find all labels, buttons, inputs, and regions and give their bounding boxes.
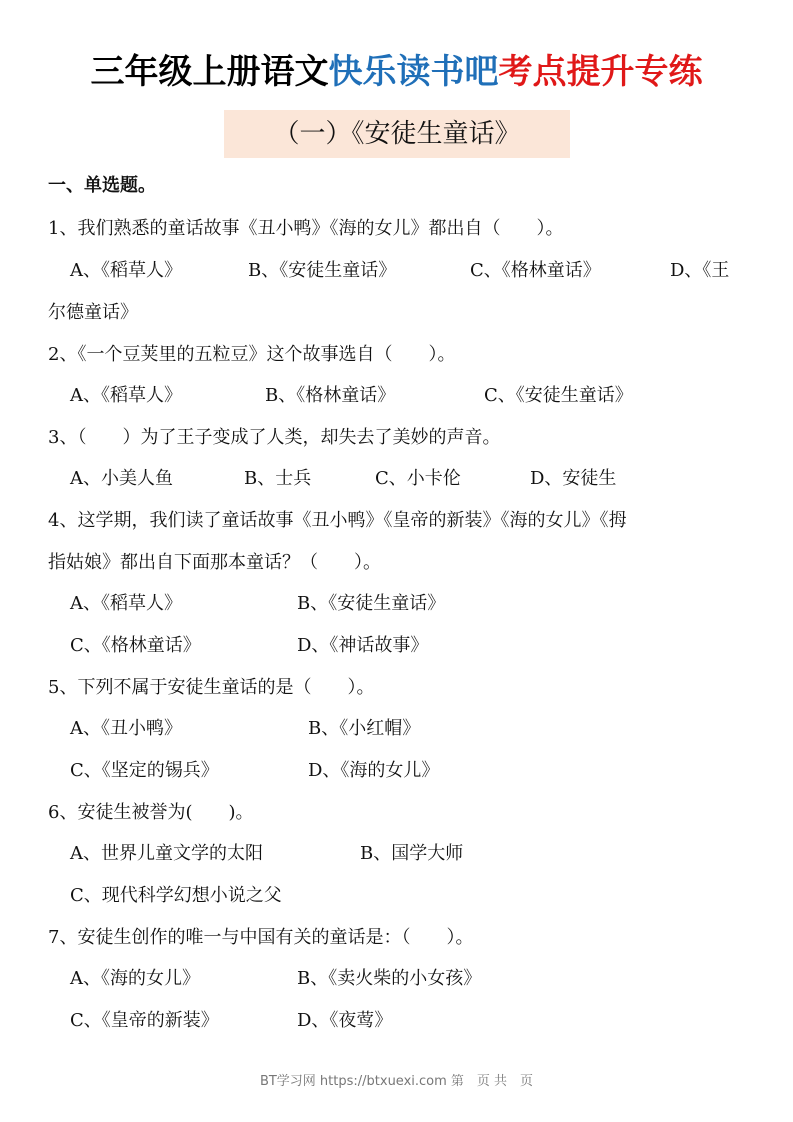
question-3-option-d: D、安徒生 bbox=[530, 468, 617, 489]
page-title-part1: 三年级上册语文 bbox=[90, 52, 329, 92]
question-2-text: 2、《一个豆荚里的五粒豆》这个故事选自（ ）。 bbox=[48, 344, 456, 365]
question-2-option-a: A、《稻草人》 bbox=[70, 385, 182, 406]
question-3-option-c: C、小卡伦 bbox=[375, 468, 461, 489]
question-6-text: 6、安徒生被誉为( )。 bbox=[48, 802, 254, 823]
question-4-text-line1: 4、这学期，我们读了童话故事《丑小鸭》《皇帝的新装》《海的女儿》《拇 bbox=[48, 510, 627, 531]
question-6-option-a: A、世界儿童文学的太阳 bbox=[70, 843, 263, 864]
question-5-text: 5、下列不属于安徒生童话的是（ ）。 bbox=[48, 677, 375, 698]
question-5-option-d: D、《海的女儿》 bbox=[308, 760, 440, 781]
question-1-option-d-continuation: 尔德童话》 bbox=[48, 302, 138, 323]
question-5-option-b: B、《小红帽》 bbox=[308, 718, 421, 739]
question-6-option-b: B、国学大师 bbox=[360, 843, 464, 864]
section-title: 一、单选题。 bbox=[48, 175, 156, 196]
question-1-option-a: A、《稻草人》 bbox=[70, 260, 182, 281]
question-7-option-c: C、《皇帝的新装》 bbox=[70, 1010, 219, 1031]
question-1-option-d: D、《王 bbox=[670, 260, 730, 281]
question-5-option-a: A、《丑小鸭》 bbox=[70, 718, 182, 739]
question-4-option-c: C、《格林童话》 bbox=[70, 635, 201, 656]
page-title bbox=[0, 50, 793, 94]
question-3-option-b: B、士兵 bbox=[244, 468, 312, 489]
question-4-text-line2: 指姑娘》都出自下面那本童话？（ ）。 bbox=[48, 552, 381, 573]
question-7-option-d: D、《夜莺》 bbox=[297, 1010, 393, 1031]
question-5-option-c: C、《坚定的锡兵》 bbox=[70, 760, 219, 781]
question-1-option-b: B、《安徒生童话》 bbox=[248, 260, 397, 281]
subtitle: （一）《安徒生童话》 bbox=[224, 110, 570, 158]
question-1-text: 1、我们熟悉的童话故事《丑小鸭》《海的女儿》都出自（ ）。 bbox=[48, 218, 564, 239]
question-7-option-a: A、《海的女儿》 bbox=[70, 968, 200, 989]
page-title-part2: 快乐读书吧 bbox=[328, 52, 499, 92]
question-4-option-a: A、《稻草人》 bbox=[70, 593, 182, 614]
question-3-text: 3、（ ）为了王子变成了人类，却失去了美妙的声音。 bbox=[48, 427, 501, 448]
question-2-option-b: B、《格林童话》 bbox=[265, 385, 396, 406]
question-1-option-c: C、《格林童话》 bbox=[470, 260, 601, 281]
question-7-text: 7、安徒生创作的唯一与中国有关的童话是：（ ）。 bbox=[48, 927, 474, 948]
question-6-option-c: C、现代科学幻想小说之父 bbox=[70, 885, 282, 906]
question-2-option-c: C、《安徒生童话》 bbox=[484, 385, 633, 406]
question-4-option-b: B、《安徒生童话》 bbox=[297, 593, 446, 614]
question-7-option-b: B、《卖火柴的小女孩》 bbox=[297, 968, 482, 989]
question-4-option-d: D、《神话故事》 bbox=[297, 635, 429, 656]
page-footer: BT学习网 https://btxuexi.com 第 页 共 页 bbox=[259, 1074, 534, 1089]
question-3-option-a: A、小美人鱼 bbox=[70, 468, 173, 489]
page-title-part3: 考点提升专练 bbox=[498, 52, 703, 92]
